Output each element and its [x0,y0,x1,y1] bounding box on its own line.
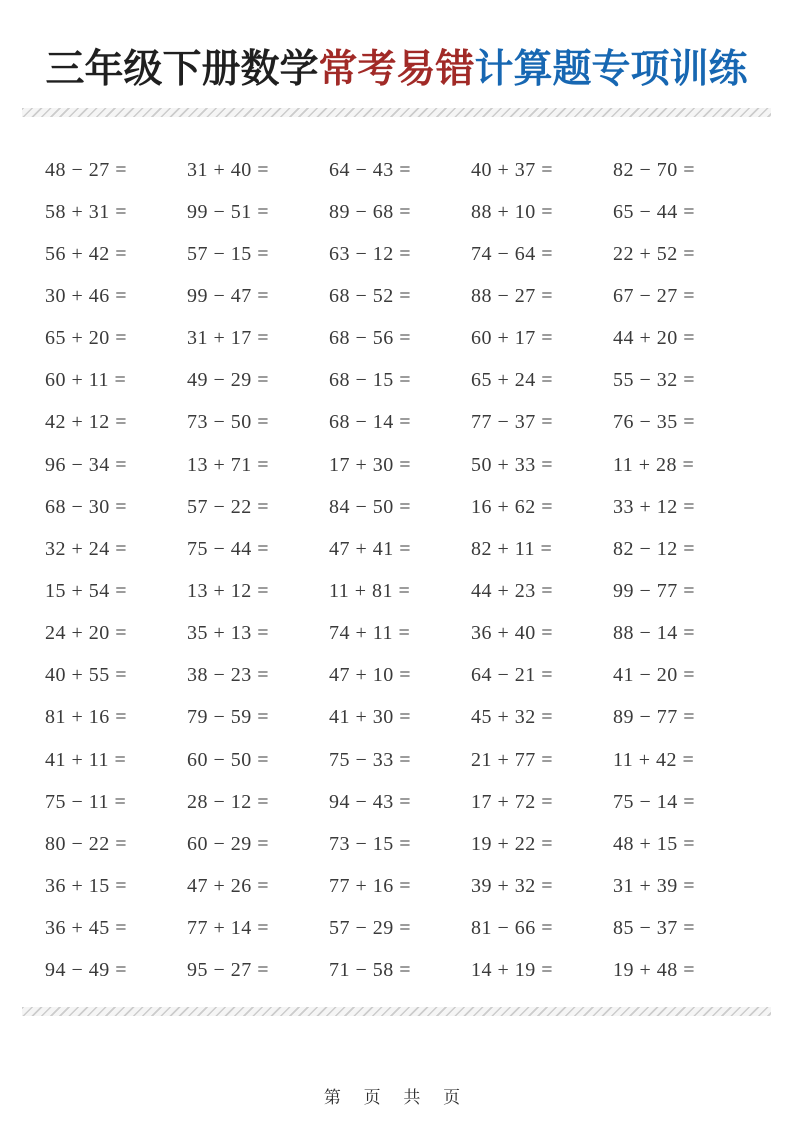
problem-cell: 41 − 20 = [613,664,696,687]
problem-cell: 50 + 33 = [471,453,554,476]
problem-cell: 14 + 19 = [471,959,554,982]
problem-cell: 40 + 55 = [45,664,128,687]
problem-cell: 36 + 45 = [45,917,128,940]
problem-cell: 11 + 28 = [613,453,695,476]
problem-cell: 13 + 12 = [187,579,270,602]
problem-cell: 81 + 16 = [45,706,128,729]
problem-cell: 13 + 71 = [187,453,270,476]
problem-cell: 68 − 14 = [329,411,412,434]
problem-cell: 89 − 68 = [329,200,412,223]
problem-cell: 99 − 47 = [187,284,270,307]
problem-cell: 40 + 37 = [471,158,554,181]
problem-cell: 57 − 29 = [329,917,412,940]
divider-bottom [22,1007,771,1016]
problem-cell: 95 − 27 = [187,959,270,982]
problem-cell: 65 − 44 = [613,200,696,223]
problem-cell: 71 − 58 = [329,959,412,982]
problem-cell: 73 − 50 = [187,411,270,434]
problem-cell: 60 − 29 = [187,832,270,855]
problem-cell: 11 + 81 = [329,579,411,602]
problem-cell: 73 − 15 = [329,832,412,855]
problem-cell: 36 + 40 = [471,622,554,645]
problem-cell: 88 − 14 = [613,622,696,645]
problem-cell: 84 − 50 = [329,495,412,518]
problem-cell: 82 − 12 = [613,537,696,560]
problem-cell: 49 − 29 = [187,369,270,392]
problem-cell: 16 + 62 = [471,495,554,518]
problem-cell: 35 + 13 = [187,622,270,645]
problem-cell: 68 − 15 = [329,369,412,392]
problem-cell: 57 − 15 = [187,242,270,265]
problem-cell: 47 + 10 = [329,664,412,687]
problems-grid [45,149,765,992]
problem-cell: 77 − 37 = [471,411,554,434]
divider-top [22,108,771,117]
problem-cell: 74 − 64 = [471,242,554,265]
problem-cell: 32 + 24 = [45,537,128,560]
title-part-highlight: 常考易错 [318,48,475,91]
problem-cell: 68 − 30 = [45,495,128,518]
problem-cell: 82 + 11 = [471,537,553,560]
problem-cell: 88 − 27 = [471,284,554,307]
problem-cell: 60 + 17 = [471,327,554,350]
problem-cell: 44 + 23 = [471,579,554,602]
title-part-topic: 计算题专项训练 [474,48,748,91]
problem-cell: 41 + 30 = [329,706,412,729]
problem-cell: 39 + 32 = [471,874,554,897]
problem-cell: 81 − 66 = [471,917,554,940]
problem-cell: 75 − 11 = [45,790,127,813]
problem-cell: 31 + 39 = [613,874,696,897]
problem-cell: 60 − 50 = [187,748,270,771]
problem-cell: 58 + 31 = [45,200,128,223]
problem-cell: 68 − 52 = [329,284,412,307]
problem-cell: 44 + 20 = [613,327,696,350]
problem-cell: 47 + 26 = [187,874,270,897]
problem-cell: 64 − 43 = [329,158,412,181]
problem-cell: 63 − 12 = [329,242,412,265]
problem-cell: 74 + 11 = [329,622,411,645]
problem-cell: 48 + 15 = [613,832,696,855]
problem-cell: 94 − 43 = [329,790,412,813]
problem-cell: 19 + 22 = [471,832,554,855]
problem-cell: 24 + 20 = [45,622,128,645]
problem-cell: 33 + 12 = [613,495,696,518]
problem-cell: 31 + 40 = [187,158,270,181]
problem-cell: 48 − 27 = [45,158,128,181]
problem-cell: 89 − 77 = [613,706,696,729]
problem-cell: 36 + 15 = [45,874,128,897]
problem-cell: 45 + 32 = [471,706,554,729]
problem-cell: 77 + 16 = [329,874,412,897]
problem-cell: 47 + 41 = [329,537,412,560]
problem-cell: 85 − 37 = [613,917,696,940]
problem-cell: 65 + 24 = [471,369,554,392]
problem-cell: 67 − 27 = [613,284,696,307]
problem-cell: 11 + 42 = [613,748,695,771]
problem-cell: 28 − 12 = [187,790,270,813]
problem-cell: 64 − 21 = [471,664,554,687]
problem-cell: 96 − 34 = [45,453,128,476]
problem-cell: 68 − 56 = [329,327,412,350]
problem-cell: 79 − 59 = [187,706,270,729]
problem-cell: 17 + 30 = [329,453,412,476]
problem-cell: 76 − 35 = [613,411,696,434]
problem-cell: 75 − 44 = [187,537,270,560]
problem-cell: 82 − 70 = [613,158,696,181]
problem-cell: 55 − 32 = [613,369,696,392]
problem-cell: 38 − 23 = [187,664,270,687]
problem-cell: 41 + 11 = [45,748,127,771]
problem-cell: 30 + 46 = [45,284,128,307]
problem-cell: 15 + 54 = [45,579,128,602]
problem-cell: 42 + 12 = [45,411,128,434]
page-title [0,38,793,94]
problem-cell: 65 + 20 = [45,327,128,350]
problem-cell: 21 + 77 = [471,748,554,771]
problem-cell: 75 − 33 = [329,748,412,771]
problem-cell: 22 + 52 = [613,242,696,265]
problem-cell: 94 − 49 = [45,959,128,982]
problem-cell: 60 + 11 = [45,369,127,392]
problem-cell: 31 + 17 = [187,327,270,350]
problem-cell: 88 + 10 = [471,200,554,223]
problem-cell: 57 − 22 = [187,495,270,518]
problem-cell: 19 + 48 = [613,959,696,982]
page-footer: 第 页 共 页 [323,1088,470,1107]
problem-cell: 99 − 77 = [613,579,696,602]
problem-cell: 77 + 14 = [187,917,270,940]
problem-cell: 99 − 51 = [187,200,270,223]
title-part-grade: 三年级下册数学 [45,48,319,91]
problem-cell: 17 + 72 = [471,790,554,813]
problem-cell: 56 + 42 = [45,242,128,265]
problem-cell: 80 − 22 = [45,832,128,855]
problem-cell: 75 − 14 = [613,790,696,813]
